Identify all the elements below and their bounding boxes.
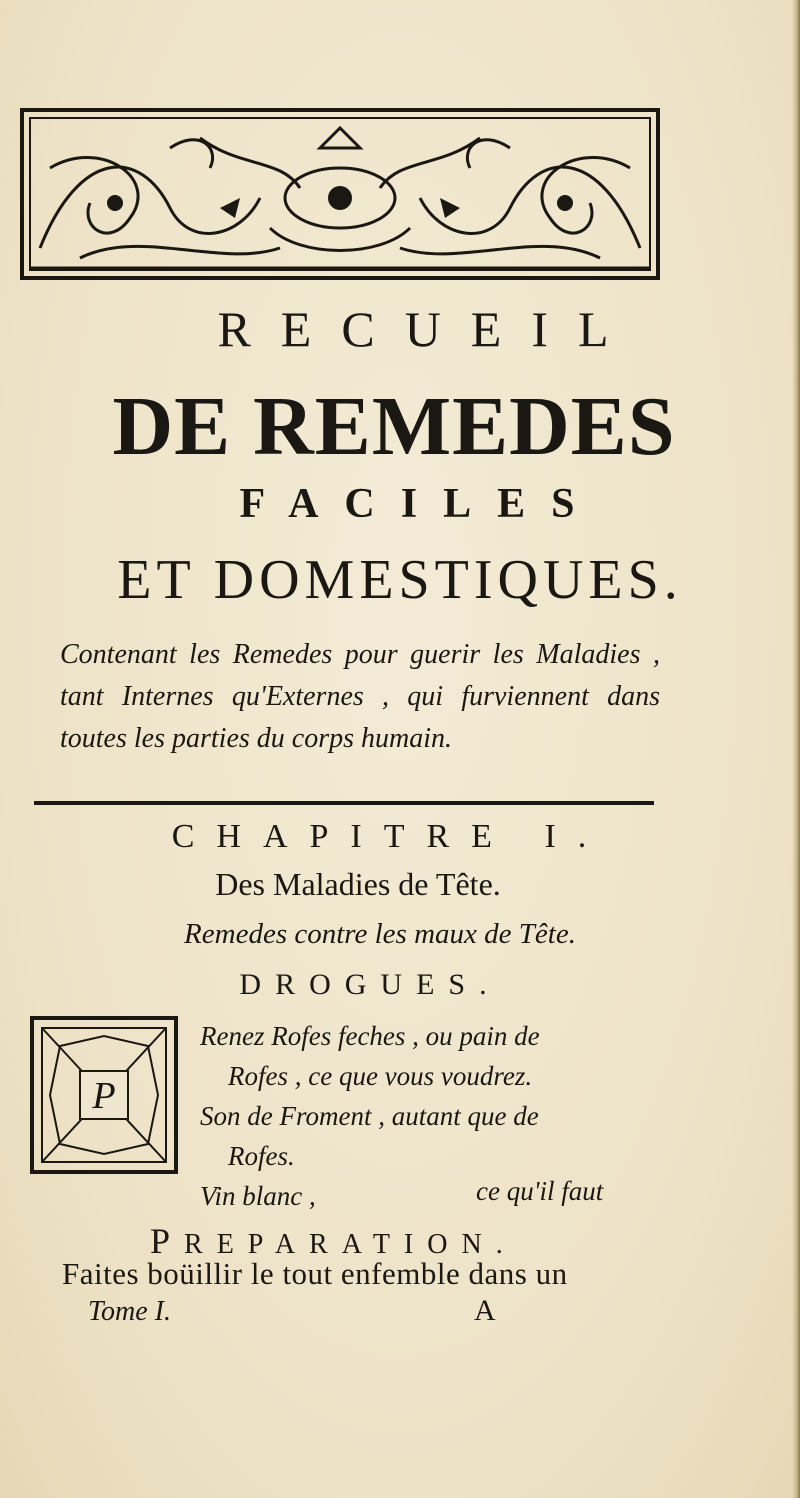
preparation-initial: P	[150, 1221, 185, 1261]
chapter-subtitle: Des Maladies de Tête.	[215, 866, 501, 902]
remedies-heading: Remedes contre les maux de Tête.	[184, 918, 576, 950]
ornamental-headpiece	[20, 108, 660, 280]
ingredient-line: Rofes.	[228, 1141, 295, 1171]
chapter-heading: CHAPITRE I.	[171, 818, 609, 855]
ingredient-line: Rofes , ce que vous voudrez.	[228, 1061, 533, 1091]
initial-letter: P	[92, 1075, 116, 1117]
ingredient-amount: ce qu'il faut	[476, 1176, 604, 1206]
title-recueil: RECUEIL	[217, 301, 639, 357]
page-edge	[792, 0, 800, 1498]
divider-rule	[34, 799, 654, 807]
ingredient-line: Renez Rofes feches , ou pain de	[200, 1021, 540, 1051]
drugs-heading: DROGUES.	[239, 968, 501, 1001]
ingredient-line: Son de Froment , autant que de	[200, 1101, 539, 1131]
ingredient-line: Vin blanc ,	[200, 1181, 316, 1211]
body-text: Faites boüillir le tout enfemble dans un	[62, 1256, 568, 1291]
title-faciles: FACILES	[239, 481, 601, 527]
title-et-domestiques: ET DOMESTIQUES.	[117, 549, 683, 611]
preparation-rest: REPARATION.	[184, 1229, 517, 1260]
footer-volume: Tome I.	[88, 1296, 171, 1327]
description-text: Contenant les Remedes pour guerir les Maladies , tant Internes qu'Externes , qui furviennent dans toutes les parties du corps humain.	[60, 639, 660, 754]
ornamental-initial	[30, 1016, 178, 1174]
title-de-remedes: DE REMEDES	[112, 380, 676, 473]
footer-signature: A	[474, 1294, 496, 1327]
